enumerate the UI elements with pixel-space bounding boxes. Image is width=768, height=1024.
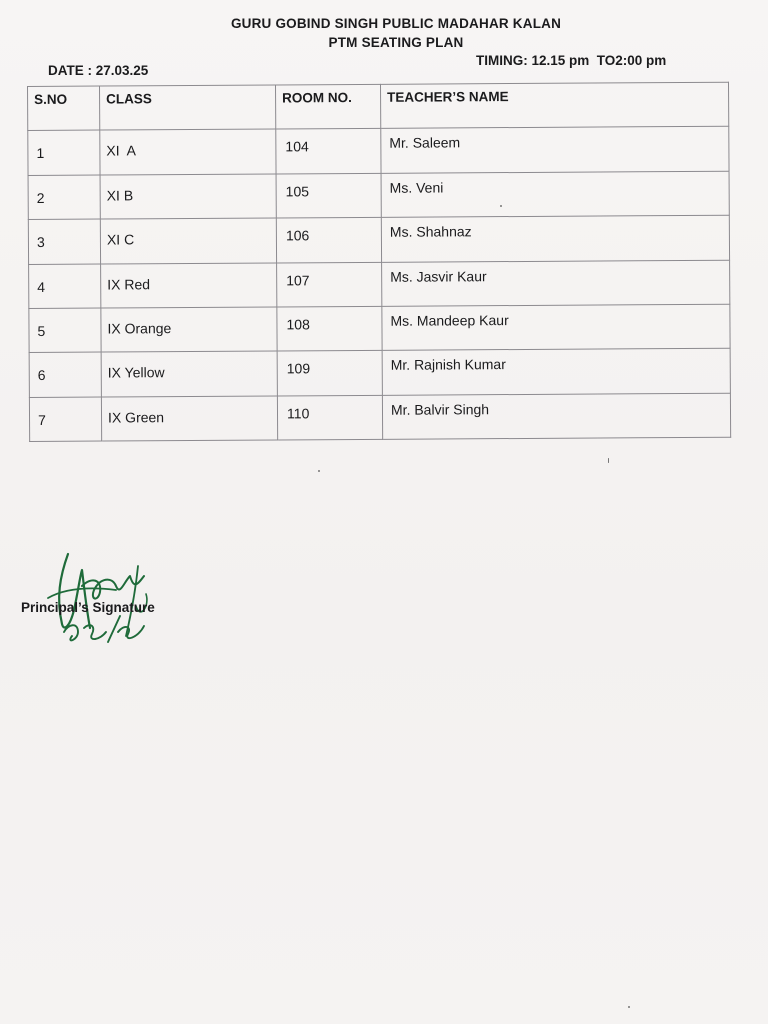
principal-signature-label: Principal’s Signature [21,600,155,615]
paper-speck [500,205,502,207]
cell-room: 104 [276,129,381,174]
cell-class: IX Orange [101,307,277,352]
cell-teacher: Ms. Mandeep Kaur [382,304,730,350]
cell-teacher: Ms. Veni [381,171,729,217]
date-label: DATE : 27.03.25 [48,63,149,78]
cell-teacher: Ms. Jasvir Kaur [382,260,730,306]
column-header-teacher: TEACHER’S NAME [380,82,728,128]
cell-sno: 1 [28,130,100,175]
seating-plan-table [27,82,731,442]
cell-sno: 7 [29,397,101,442]
table-row [28,127,729,176]
cell-sno: 5 [29,308,101,353]
table-row [29,260,730,309]
cell-room: 108 [277,306,382,351]
table-row [28,171,729,220]
cell-sno: 3 [28,219,100,264]
cell-class: IX Red [101,262,277,307]
column-header-sno: S.NO [28,86,100,131]
cell-teacher: Mr. Saleem [381,127,729,173]
table-row [29,348,730,397]
paper-speck [628,1006,630,1008]
table-row [28,215,729,264]
cell-room: 105 [276,173,381,218]
table-row [29,393,730,442]
cell-class: XI C [100,218,276,263]
cell-sno: 2 [28,175,100,220]
cell-room: 107 [277,262,382,307]
column-header-room: ROOM NO. [275,84,380,129]
cell-sno: 4 [29,264,101,309]
cell-room: 106 [276,217,381,262]
cell-teacher: Ms. Shahnaz [381,215,729,261]
document-title: PTM SEATING PLAN [328,35,464,50]
table-header-row [28,82,729,131]
cell-room: 110 [277,395,382,440]
paper-speck [608,458,609,463]
cell-class: IX Green [101,396,277,441]
cell-class: IX Yellow [101,351,277,396]
cell-teacher: Mr. Rajnish Kumar [382,348,730,394]
cell-class: XI B [100,174,276,219]
cell-sno: 6 [29,352,101,397]
timing-label: TIMING: 12.15 pm TO2:00 pm [476,53,667,68]
paper-speck [318,470,320,472]
cell-room: 109 [277,351,382,396]
school-name: GURU GOBIND SINGH PUBLIC MADAHAR KALAN [230,16,562,31]
table-row [29,304,730,353]
cell-class: XI A [100,129,276,174]
column-header-class: CLASS [100,85,276,130]
cell-teacher: Mr. Balvir Singh [382,393,730,439]
